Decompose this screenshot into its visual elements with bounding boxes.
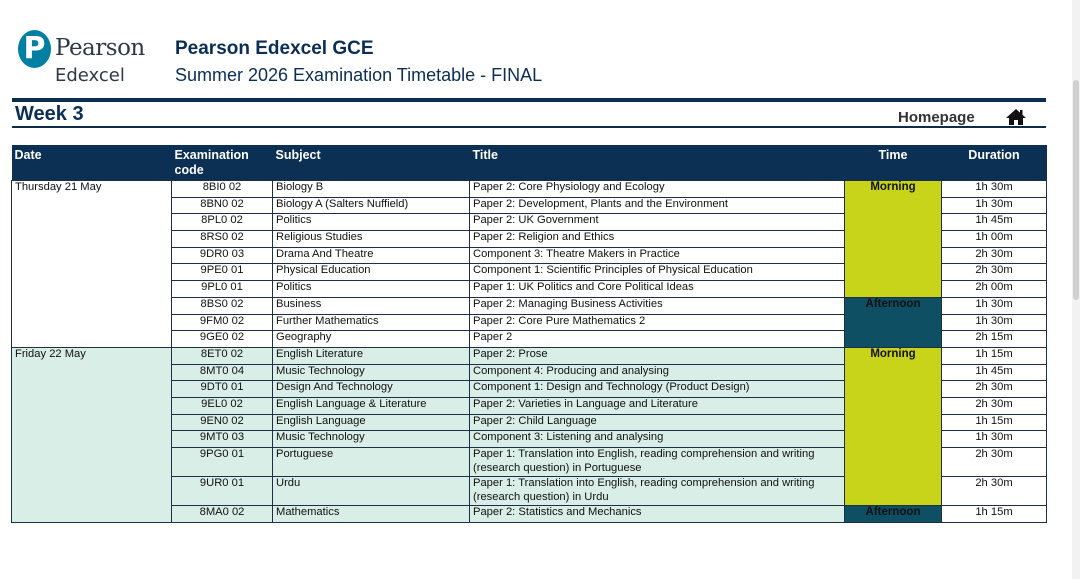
col-header-time: Time [845, 145, 942, 181]
title-cell: Paper 2: Core Pure Mathematics 2 [470, 314, 845, 331]
subject-cell: Design And Technology [273, 381, 470, 398]
duration-cell: 1h 30m [942, 431, 1047, 448]
duration-cell: 1h 15m [942, 414, 1047, 431]
scrollbar-thumb[interactable] [1073, 80, 1079, 300]
subject-cell: English Literature [273, 347, 470, 364]
exam-code-cell: 8ET0 02 [172, 347, 273, 364]
title-cell: Component 1: Design and Technology (Product Design) [470, 381, 845, 398]
logo-word-edexcel: Edexcel [55, 65, 125, 86]
duration-cell: 1h 00m [942, 231, 1047, 248]
duration-cell: 2h 30m [942, 381, 1047, 398]
duration-cell: 2h 30m [942, 264, 1047, 281]
date-cell: Thursday 21 May [12, 181, 172, 348]
duration-cell: 1h 30m [942, 297, 1047, 314]
subject-cell: Physical Education [273, 264, 470, 281]
title-cell: Paper 1: Translation into English, reading comprehension and writing (research question) in Urdu [470, 477, 845, 506]
date-cell: Friday 22 May [12, 347, 172, 522]
subject-cell: Drama And Theatre [273, 247, 470, 264]
title-cell: Paper 2: Managing Business Activities [470, 297, 845, 314]
session-afternoon: Afternoon [845, 506, 942, 523]
col-header-date: Date [12, 145, 172, 181]
exam-code-cell: 9FM0 02 [172, 314, 273, 331]
title-cell: Paper 2: Religion and Ethics [470, 231, 845, 248]
title-cell: Paper 1: Translation into English, reading comprehension and writing (research question) in Portuguese [470, 448, 845, 477]
subject-cell: Politics [273, 214, 470, 231]
exam-code-cell: 9PG0 01 [172, 448, 273, 477]
exam-code-cell: 8BI0 02 [172, 181, 273, 198]
table-header-row [12, 145, 1047, 181]
subject-cell: English Language [273, 414, 470, 431]
duration-cell: 1h 30m [942, 197, 1047, 214]
logo-glyph: P [23, 31, 46, 66]
title-cell: Component 1: Scientific Principles of Physical Education [470, 264, 845, 281]
exam-code-cell: 8MT0 04 [172, 364, 273, 381]
title-cell: Component 4: Producing and analysing [470, 364, 845, 381]
exam-code-cell: 9UR0 01 [172, 477, 273, 506]
subject-cell: Business [273, 297, 470, 314]
document-subtitle: Summer 2026 Examination Timetable - FINAL [175, 65, 543, 85]
exam-code-cell: 8MA0 02 [172, 506, 273, 523]
exam-code-cell: 9EL0 02 [172, 397, 273, 414]
duration-cell: 1h 30m [942, 314, 1047, 331]
homepage-link[interactable]: Homepage [898, 109, 975, 126]
duration-cell: 1h 15m [942, 347, 1047, 364]
duration-cell: 2h 30m [942, 448, 1047, 477]
title-cell: Paper 2: Prose [470, 347, 845, 364]
exam-code-cell: 9PL0 01 [172, 281, 273, 298]
document-title: Pearson Edexcel GCE [175, 38, 374, 59]
exam-code-cell: 9MT0 03 [172, 431, 273, 448]
title-cell: Paper 2 [470, 331, 845, 348]
subject-cell: Urdu [273, 477, 470, 506]
exam-code-cell: 9EN0 02 [172, 414, 273, 431]
duration-cell: 2h 30m [942, 247, 1047, 264]
col-header-subject: Subject [273, 145, 470, 181]
exam-code-cell: 8RS0 02 [172, 231, 273, 248]
title-cell: Paper 2: Varieties in Language and Literature [470, 397, 845, 414]
subject-cell: Portuguese [273, 448, 470, 477]
title-cell: Paper 1: UK Politics and Core Political Ideas [470, 281, 845, 298]
vertical-scrollbar[interactable] [1072, 0, 1080, 579]
col-header-exam-code: Examination code [172, 145, 273, 181]
exam-code-cell: 8PL0 02 [172, 214, 273, 231]
duration-cell: 1h 30m [942, 181, 1047, 198]
duration-cell: 1h 45m [942, 364, 1047, 381]
week-heading: Week 3 [15, 103, 84, 125]
title-cell: Paper 2: UK Government [470, 214, 845, 231]
header-rule-bottom [12, 126, 1046, 128]
subject-cell: Biology B [273, 181, 470, 198]
exam-code-cell: 8BN0 02 [172, 197, 273, 214]
subject-cell: Further Mathematics [273, 314, 470, 331]
logo-word-pearson: Pearson [55, 35, 145, 61]
title-cell: Component 3: Listening and analysing [470, 431, 845, 448]
subject-cell: Biology A (Salters Nuffield) [273, 197, 470, 214]
duration-cell: 1h 45m [942, 214, 1047, 231]
session-morning: Morning [845, 347, 942, 505]
subject-cell: Music Technology [273, 364, 470, 381]
subject-cell: Geography [273, 331, 470, 348]
title-cell: Component 3: Theatre Makers in Practice [470, 247, 845, 264]
col-header-title: Title [470, 145, 845, 181]
exam-code-cell: 9DT0 01 [172, 381, 273, 398]
subject-cell: English Language & Literature [273, 397, 470, 414]
duration-cell: 2h 30m [942, 477, 1047, 506]
title-cell: Paper 2: Statistics and Mechanics [470, 506, 845, 523]
home-icon[interactable] [1005, 108, 1027, 126]
duration-cell: 2h 15m [942, 331, 1047, 348]
duration-cell: 2h 30m [942, 397, 1047, 414]
subject-cell: Music Technology [273, 431, 470, 448]
exam-code-cell: 8BS0 02 [172, 297, 273, 314]
table-row [12, 347, 1047, 364]
col-header-duration: Duration [942, 145, 1047, 181]
pearson-logo [18, 30, 148, 90]
header-rule-top [12, 98, 1046, 102]
pearson-logo-mark [18, 30, 51, 68]
exam-code-cell: 9PE0 01 [172, 264, 273, 281]
exam-code-cell: 9DR0 03 [172, 247, 273, 264]
title-cell: Paper 2: Child Language [470, 414, 845, 431]
duration-cell: 2h 00m [942, 281, 1047, 298]
title-cell: Paper 2: Development, Plants and the Environment [470, 197, 845, 214]
subject-cell: Politics [273, 281, 470, 298]
session-morning: Morning [845, 181, 942, 298]
exam-code-cell: 9GE0 02 [172, 331, 273, 348]
exam-timetable [11, 145, 1047, 523]
subject-cell: Mathematics [273, 506, 470, 523]
duration-cell: 1h 15m [942, 506, 1047, 523]
title-cell: Paper 2: Core Physiology and Ecology [470, 181, 845, 198]
session-afternoon: Afternoon [845, 297, 942, 347]
table-row [12, 181, 1047, 198]
subject-cell: Religious Studies [273, 231, 470, 248]
